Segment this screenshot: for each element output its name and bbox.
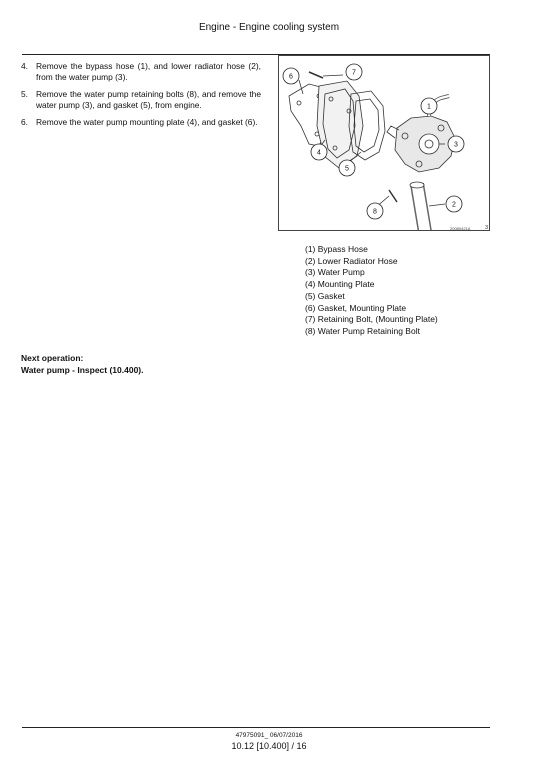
step-text: Remove the water pump mounting plate (4), and gasket (6). xyxy=(36,117,258,127)
step-text: Remove the bypass hose (1), and lower radiator hose (2), from the water pump (3). xyxy=(36,61,261,82)
legend-item: (5) Gasket xyxy=(305,290,345,301)
callout-8-label: 8 xyxy=(373,208,377,216)
callout-6-label: 6 xyxy=(289,73,293,81)
footer-doc-id: 47975091_ 06/07/2016 xyxy=(235,732,303,739)
legend-item: (4) Mounting Plate xyxy=(305,279,375,290)
callout-1-label: 1 xyxy=(427,103,431,111)
figure-number: 3 xyxy=(485,225,489,231)
step-item xyxy=(21,61,261,83)
callout-4-label: 4 xyxy=(317,149,321,157)
legend-item: (8) Water Pump Retaining Bolt xyxy=(305,325,420,336)
step-number: 5. xyxy=(21,89,28,99)
exploded-view-drawing xyxy=(279,56,490,231)
procedure-steps xyxy=(21,61,261,134)
callout-5-label: 5 xyxy=(345,165,349,173)
step-number: 4. xyxy=(21,61,28,71)
step-item xyxy=(21,117,261,128)
step-item xyxy=(21,89,261,111)
next-operation-link[interactable]: Water pump - Inspect (10.400). xyxy=(21,364,144,375)
figure-code: 20080421A xyxy=(450,226,471,231)
legend-item: (7) Retaining Bolt, (Mounting Plate) xyxy=(305,314,438,325)
callout-7-label: 7 xyxy=(352,69,356,77)
water-pump-figure xyxy=(278,55,490,231)
next-operation xyxy=(21,353,144,376)
retaining-bolt-shape xyxy=(309,72,323,78)
footer-page-number: 10.12 [10.400] / 16 xyxy=(231,741,307,751)
footer-divider xyxy=(22,727,490,728)
legend-item: (2) Lower Radiator Hose xyxy=(305,255,398,266)
callout-2-label: 2 xyxy=(452,201,456,209)
legend-item: (3) Water Pump xyxy=(305,267,365,278)
step-number: 6. xyxy=(21,117,28,127)
pump-retaining-bolt-shape xyxy=(389,190,397,202)
step-text: Remove the water pump retaining bolts (8), and remove the water pump (3), and gasket (5), from engine. xyxy=(36,89,261,110)
callout-3-label: 3 xyxy=(454,141,458,149)
figure-legend xyxy=(305,244,438,338)
page-header: Engine - Engine cooling system xyxy=(198,22,340,33)
next-operation-label: Next operation: xyxy=(21,353,84,363)
legend-item: (1) Bypass Hose xyxy=(305,244,368,254)
legend-item: (6) Gasket, Mounting Plate xyxy=(305,302,407,313)
